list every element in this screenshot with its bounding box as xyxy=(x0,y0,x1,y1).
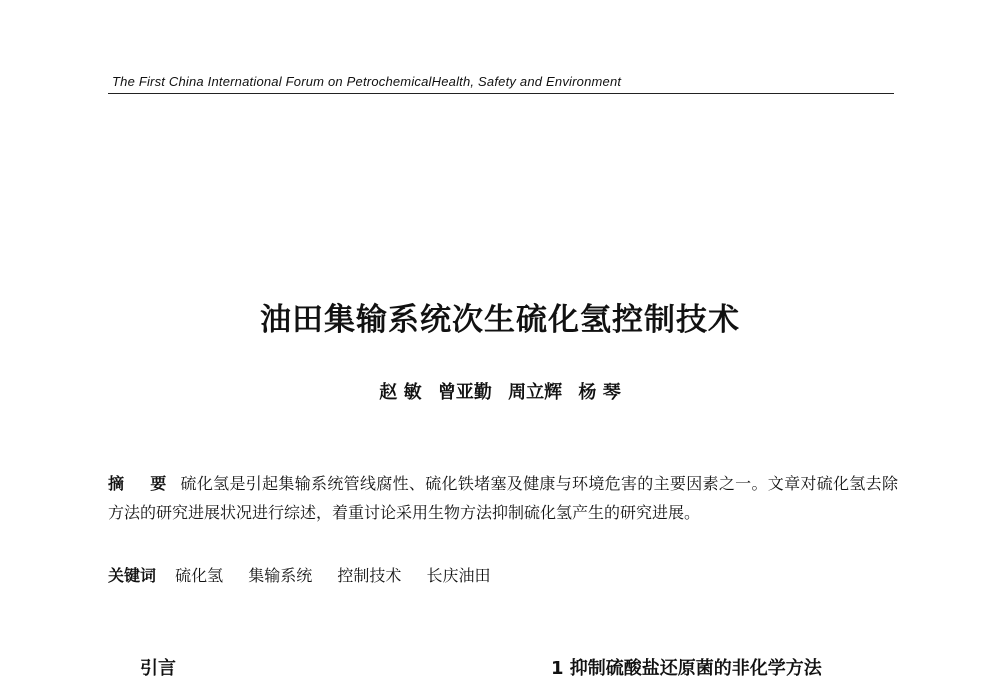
author-name: 赵 敏 xyxy=(379,382,422,403)
running-header xyxy=(108,73,894,94)
keywords-label: 关键词 xyxy=(108,566,157,585)
abstract xyxy=(108,469,898,527)
paper-title: 油田集输系统次生硫化氢控制技术 xyxy=(260,302,740,338)
abstract-text: 硫化氢是引起集输系统管线腐性、硫化铁堵塞及健康与环境危害的主要因素之一。文章对硫化氢去除方法的研究进展状况进行综述，着重讨论采用生物方法抑制硫化氢产生的研究进展。 xyxy=(108,474,898,522)
keyword: 集输系统 xyxy=(248,566,313,585)
running-header-text: The First China International Forum on PetrochemicalHealth, Safety and Environment xyxy=(112,74,622,89)
author-name: 曾亚勤 xyxy=(437,382,492,403)
keyword: 硫化氢 xyxy=(175,566,224,585)
keyword: 长庆油田 xyxy=(426,566,491,585)
author-name: 杨 琴 xyxy=(578,382,621,403)
section-heading-introduction: 引言 xyxy=(140,658,176,679)
author-list xyxy=(0,380,1000,406)
author-name: 周立辉 xyxy=(508,382,563,403)
keyword: 控制技术 xyxy=(337,566,402,585)
abstract-label: 摘 要 xyxy=(108,474,177,493)
keywords xyxy=(108,563,898,589)
section-heading-1: 1 抑制硫酸盐还原菌的非化学方法 xyxy=(551,658,822,679)
